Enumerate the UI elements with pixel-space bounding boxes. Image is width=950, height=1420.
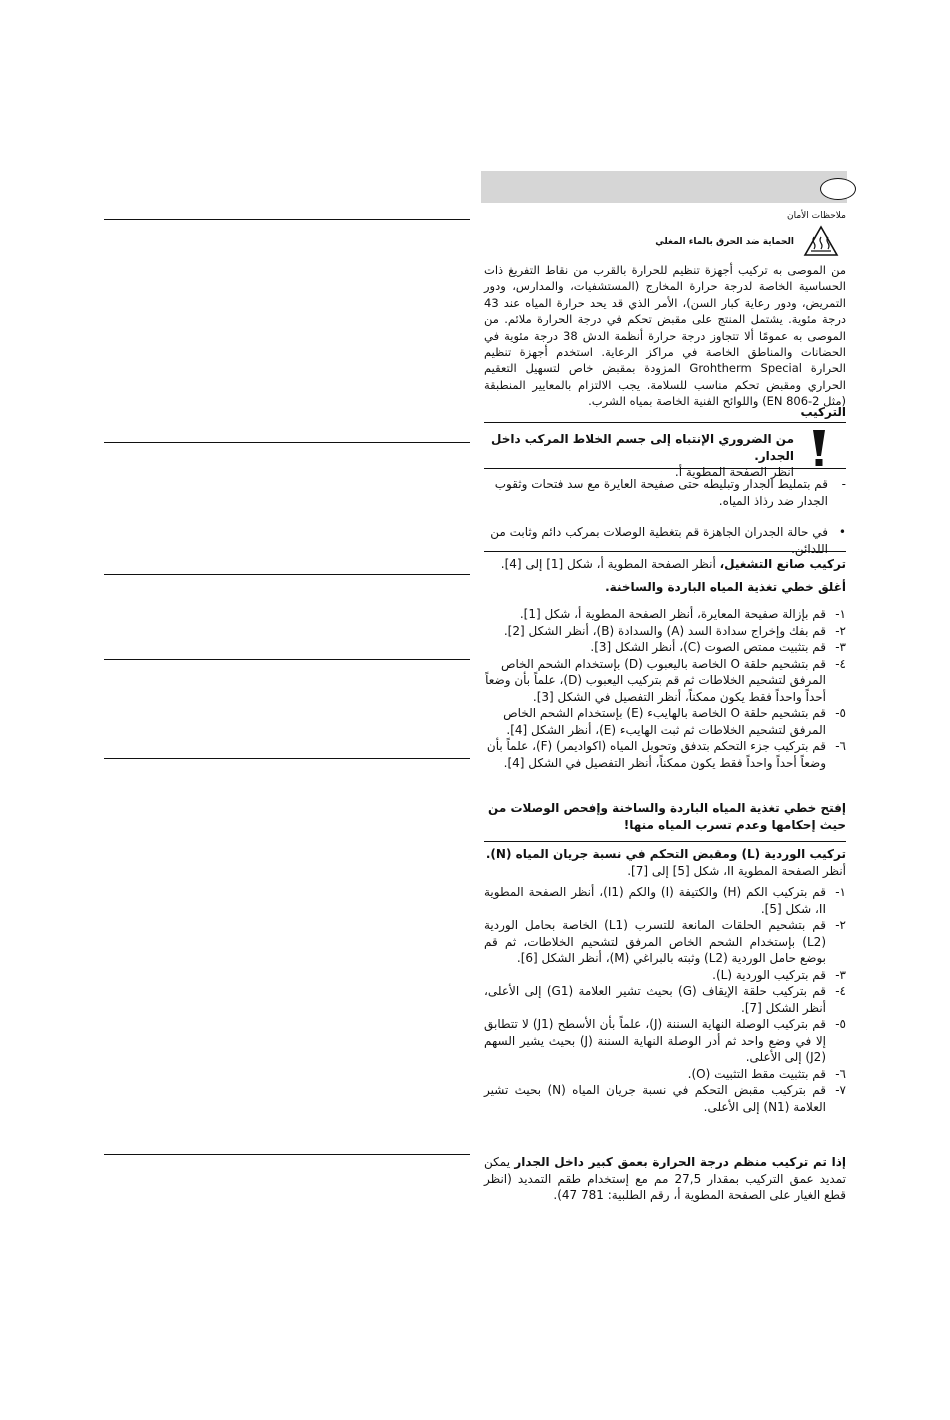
section-header-bar (481, 171, 847, 203)
item-number: ٦- (835, 739, 846, 753)
open-water-lines: إفتح خطي تغذية المياه الباردة والساخنة وإفحص الوصلات من حيث إحكامها وعدم تسرب المياه منها! (488, 801, 846, 832)
item-number: ١- (835, 885, 846, 899)
list-item (484, 606, 846, 623)
notes-line (104, 219, 470, 220)
list-item (484, 884, 846, 917)
item-text: قم بتركيب جزء التحكم بتدفق وتحويل المياه (اكواديمر) (F)، علماً بأن وضعاً أحداً واحداً فقط يكون ممكناً، أنظر التفصيل في الشكل [4]. (486, 739, 826, 770)
extension-note (484, 1154, 846, 1204)
dash-marker: - (841, 477, 846, 491)
item-number: ٦- (835, 1066, 846, 1081)
list-item (484, 1082, 846, 1115)
item-number: ٧- (835, 1083, 846, 1097)
item-text: قم بتركيب الوردية (L). (712, 967, 826, 982)
item-number: ٢- (835, 623, 846, 638)
divider (484, 841, 846, 842)
list-item (484, 967, 846, 984)
list-item (484, 1066, 846, 1083)
list-item (484, 705, 846, 738)
item-number: ٢- (835, 918, 846, 932)
control-assembly-title (484, 846, 846, 879)
bullet-item (484, 524, 846, 557)
bullet-item-text: في حالة الجدران الجاهزة قم بتغطية الوصلات بمركب دائم وثابت من اللدائن. (490, 525, 828, 556)
dash-item (484, 476, 846, 509)
item-text: قم بتثبيت مقط التثبيت (O). (687, 1066, 826, 1081)
control-assembly-title-bold: تركيب الوردية (L) ومقبض التحكم في نسبة جريان المياه (N). (485, 847, 846, 861)
hot-surface-icon (803, 225, 839, 257)
item-number: ٤- (835, 984, 846, 998)
list-item (484, 623, 846, 640)
notes-line (104, 442, 470, 443)
item-number: ٣- (835, 640, 846, 654)
list-item (484, 639, 846, 656)
dash-item-text: قم بتمليط الجدار وتبليطه حتى صفيحة العايرة مع سد فتحات وثقوب الجدار ضد رذاذ المياه. (494, 477, 828, 508)
control-assembly-list (484, 884, 846, 1115)
language-oval-badge (820, 178, 856, 200)
notes-line (104, 659, 470, 660)
item-text: قم بتثبيت ممتص الصوت (C)، أنظر الشكل [3]. (590, 640, 826, 654)
factory-stops-title (484, 556, 846, 573)
item-text: قم بتشحيم الحلقات المانعة للتسرب (L1) الخاصة بحامل الوردية (L2) بإستخدام الشحم الخاص المرفق لتشحيم الخلاطات، ثم قم بوضع حامل الوردية (L2) وثبته بالبراغي (M)، أنظر الشكل [6]. (484, 918, 827, 965)
section-label: ملاحظات الأمان (786, 211, 846, 221)
factory-stops-list (484, 606, 846, 771)
list-item (484, 917, 846, 967)
notes-line (104, 758, 470, 759)
item-text: قم بتركيب مقبض التحكم في نسبة جريان المياه (N) بحيث تشير العلامة (N1) إلى الأعلى. (484, 1083, 826, 1114)
item-number: ٥- (835, 1017, 846, 1031)
list-item (484, 1016, 846, 1066)
list-item (484, 656, 846, 706)
close-water-lines: أغلق خطي تغذية المياه الباردة والساخنة. (605, 580, 846, 594)
list-item (484, 983, 846, 1016)
item-text: قم بتركيب الوصلة النهاية السننة (J)، علماً بأن الأسطح (J1) لا تتطابق إلا في وضع واحد ثم أدر الوصلة النهاية السننة (J) بحيث يشير السهم (J2) إلى الأعلى. (484, 1017, 826, 1064)
safety-paragraph: من الموصى به تركيب أجهزة تنظيم للحرارة بالقرب من نقاط التفريغ ذات الحساسية الخاصة لدرجة حرارة المخارج (المستشفيات، والمدارس، ودور التمريض، ودور رعاية كبار السن)، الأمر الذي قد يحد حرارة المياه عند 43 درجة مئوية. يشتمل المنتج على مقبض تحكم في درجة الحرارة ملائم. من الموصى به عمومًا ألا تتجاوز درجة حرارة أنظمة الدش 38 درجة مئوية في الحضانات والمناطق الخاصة في مراكز الرعاية. استخدم أجهزة تنظيم الحرارة Grohtherm Special المزودة بمقبض خاص لتسهيل التعقيم الحراري ومقبض تحكم مناسب للسلامة. يجب الالتزام بالمعايير المنطبقة (مثل EN 806-2) واللوائح الفنية الخاصة بمياه الشرب. (484, 263, 847, 409)
divider (484, 468, 846, 469)
item-number: ٣- (835, 967, 846, 982)
item-text: قم بإزالة صفيحة المعايرة، أنظر الصفحة المطوية أ، شكل [1]. (519, 607, 826, 621)
notes-line (104, 1154, 470, 1155)
item-text: قم بتركيب حلقة الإيقاف (G) بحيث تشير العلامة (G1) إلى الأعلى، أنظر الشكل [7]. (484, 984, 826, 1015)
warning-text: انظر الصفحة المطوية أ. (674, 465, 794, 479)
item-text: قم بتشحيم حلقة O الخاصة بالهايبء (E) بإستخدام الشحم الخاص المرفق لتشحيم الخلاطات ثم ثبت الهايبء (E)، أنظر الشكل [4]. (503, 706, 826, 737)
divider (484, 422, 846, 423)
item-number: ٥- (835, 706, 846, 720)
item-text: قم بتشحيم حلقة O الخاصة باليعبوب (D) بإستخدام الشحم الخاص المرفق لتشحيم الخلاطات ثم قم بتركيب اليعبوب (D)، علماً بأن وضعاً أحداً واحداً فقط يكون ممكناً، أنظر التفصيل في الشكل [3]. (485, 656, 826, 704)
extension-bold: إذا تم تركيب منظم درجة الحرارة بعمق كبير داخل الجدار (514, 1155, 846, 1169)
item-text: قم بتركيب الكم (H) والكتيفة (I) والكم (I1)، أنظر الصفحة المطوية II، شكل [5]. (484, 885, 826, 916)
factory-stops-title-bold: تركيب صانع التشغيل، (719, 557, 846, 571)
item-number: ١- (835, 607, 846, 621)
warning-bold-text: من الضروري الإنتباه إلى جسم الخلاط المركب داخل الجدار. (491, 432, 794, 463)
notes-line (104, 574, 470, 575)
list-item (484, 738, 846, 771)
item-text: قم بفك وإخراج سدادة السد (A) والسدادة (B)، أنظر الشكل [2]. (503, 623, 826, 638)
hot-warning-title: الحماية ضد الحرق بالماء المغلي (655, 237, 794, 247)
item-number: ٤- (835, 656, 846, 671)
divider (484, 551, 846, 552)
control-assembly-title-text: أنظر الصفحة المطوية II، شكل [5] إلى [7]. (627, 863, 846, 878)
bullet-marker: • (838, 525, 846, 539)
installation-heading: التركيب (800, 405, 846, 419)
installation-warning (484, 431, 794, 481)
exclamation-icon (805, 428, 833, 468)
extension-text: يمكن تمديد عمق التركيب بمقدار 27,5 مم مع إستخدام طقم التمديد (انظر قطع الغيار على الصفحة المطوية أ، رقم الطلبية: 781 47). (484, 1155, 846, 1202)
factory-stops-title-text: أنظر الصفحة المطوية أ، شكل [1] إلى [4]. (500, 557, 716, 571)
